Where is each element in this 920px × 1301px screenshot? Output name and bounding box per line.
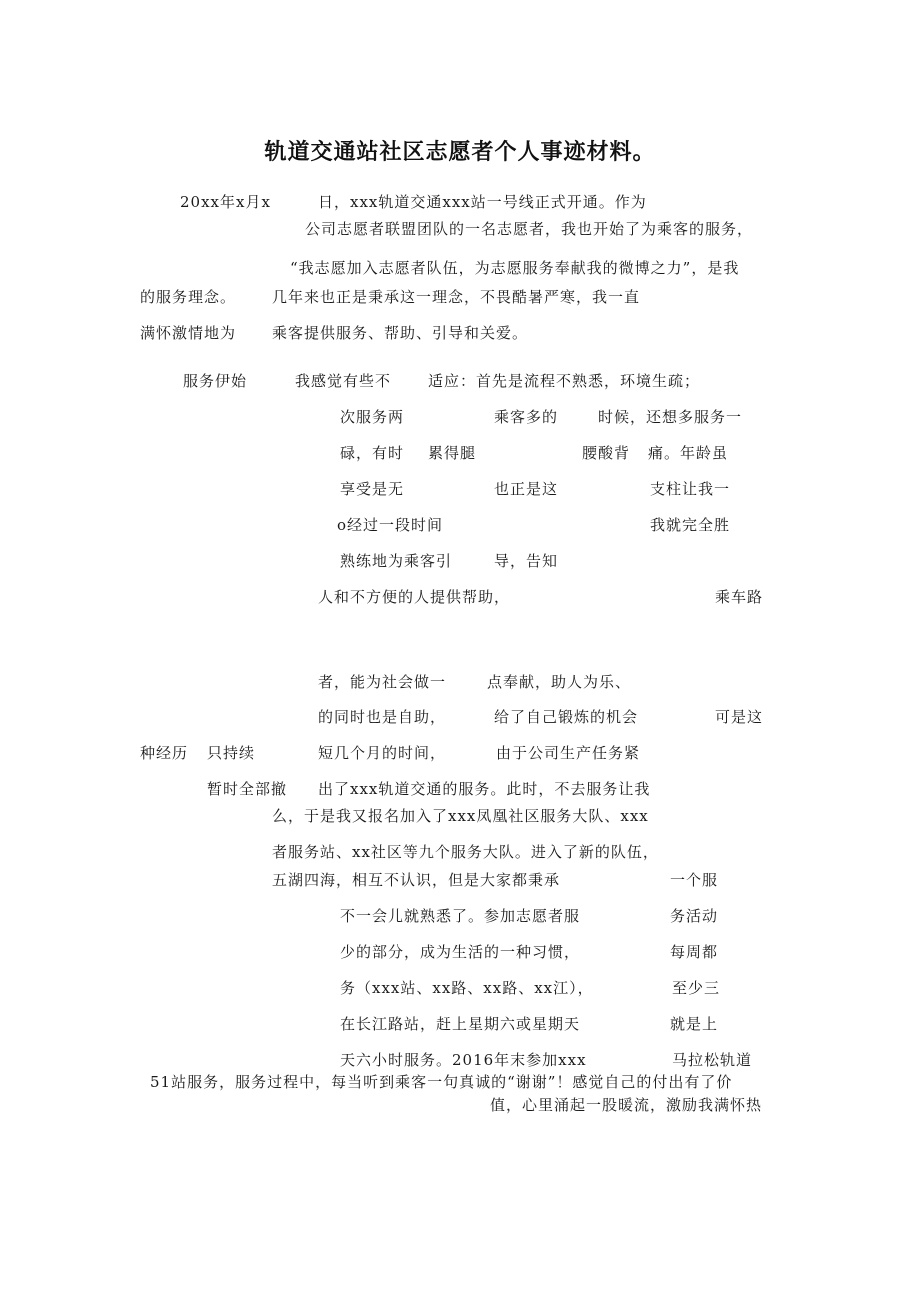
text-fragment: 至少三	[672, 979, 721, 997]
text-fragment: 腰酸背	[582, 444, 631, 462]
text-fragment: 服务伊始	[183, 372, 248, 390]
text-fragment: 时候，还想多服务一	[598, 408, 743, 426]
text-fragment: 由于公司生产任务紧	[496, 744, 641, 762]
text-fragment: 暂时全部撤	[207, 780, 288, 798]
text-fragment: 值，心里涌起一股暖流，激励我满怀热	[490, 1096, 763, 1114]
text-fragment: 种经历	[140, 744, 189, 762]
text-fragment: 只持续	[207, 744, 256, 762]
text-fragment: 务活动	[670, 907, 719, 925]
text-fragment: 点奉献，助人为乐、	[487, 673, 632, 691]
text-fragment: 可是这	[715, 708, 764, 726]
text-fragment: 的同时也是自助，	[318, 708, 447, 726]
text-fragment: 少的部分，成为生活的一种习惯，	[340, 943, 581, 961]
text-fragment: 我感觉有些不	[295, 372, 392, 390]
text-fragment: 者服务站、xx社区等九个服务大队。进入了新的队伍，	[272, 843, 659, 861]
text-fragment: 享受是无	[340, 480, 405, 498]
text-fragment: 我就完全胜	[650, 516, 731, 534]
text-fragment: 碌，有时	[340, 444, 405, 462]
text-fragment: 次服务两	[340, 408, 405, 426]
text-fragment: 天六小时服务。2016年末参加xxx	[340, 1051, 587, 1069]
text-fragment: “我志愿加入志愿者队伍，为志愿服务奉献我的微博之力”，是我	[290, 259, 740, 277]
text-fragment: 者，能为社会做一	[318, 673, 447, 691]
text-fragment: 一个服	[670, 871, 719, 889]
text-fragment: 给了自己锻炼的机会	[494, 708, 639, 726]
text-fragment: 51站服务，服务过程中，每当听到乘客一句真诚的“谢谢”！感觉自己的付出有了价	[150, 1073, 733, 1091]
text-fragment: 支柱让我一	[650, 480, 731, 498]
text-fragment: 五湖四海，相互不认识，但是大家都秉承	[272, 871, 561, 889]
text-fragment: 20xx年x月x	[180, 193, 271, 211]
text-fragment: 短几个月的时间，	[318, 744, 447, 762]
text-fragment: 也正是这	[494, 480, 559, 498]
text-fragment: 出了xxx轨道交通的服务。此时，不去服务让我	[318, 780, 651, 798]
text-fragment: 满怀激情地为	[140, 324, 237, 342]
text-fragment: o经过一段时间	[337, 516, 444, 534]
text-fragment: 几年来也正是秉承这一理念，不畏酷暑严寒，我一直	[272, 288, 641, 306]
text-fragment: 熟练地为乘客引	[340, 552, 453, 570]
text-fragment: 累得腿	[428, 444, 477, 462]
text-fragment: 适应：首先是流程不熟悉，环境生疏；	[428, 372, 701, 390]
text-fragment: 的服务理念。	[140, 288, 237, 306]
text-fragment: 马拉松轨道	[672, 1051, 753, 1069]
document-title: 轨道交通站社区志愿者个人事迹材料。	[264, 140, 656, 165]
text-fragment: 务（xxx站、xx路、xx路、xx江），	[340, 979, 594, 997]
text-fragment: 乘车路	[715, 588, 764, 606]
text-fragment: 在长江路站，赶上星期六或星期天	[340, 1015, 581, 1033]
text-fragment: 导，告知	[494, 552, 559, 570]
text-fragment: 就是上	[670, 1015, 719, 1033]
text-fragment: 乘客多的	[494, 408, 559, 426]
text-fragment: 公司志愿者联盟团队的一名志愿者，我也开始了为乘客的服务，	[305, 220, 754, 238]
text-fragment: 人和不方便的人提供帮助，	[318, 588, 511, 606]
text-fragment: 日，xxx轨道交通xxx站一号线正式开通。作为	[318, 193, 647, 211]
text-fragment: 痛。年龄虽	[648, 444, 729, 462]
text-fragment: 么，于是我又报名加入了xxx凤凰社区服务大队、xxx	[272, 807, 649, 825]
text-fragment: 不一会儿就熟悉了。参加志愿者服	[340, 907, 581, 925]
text-fragment: 每周都	[670, 943, 719, 961]
text-fragment: 乘客提供服务、帮助、引导和关爱。	[272, 324, 529, 342]
